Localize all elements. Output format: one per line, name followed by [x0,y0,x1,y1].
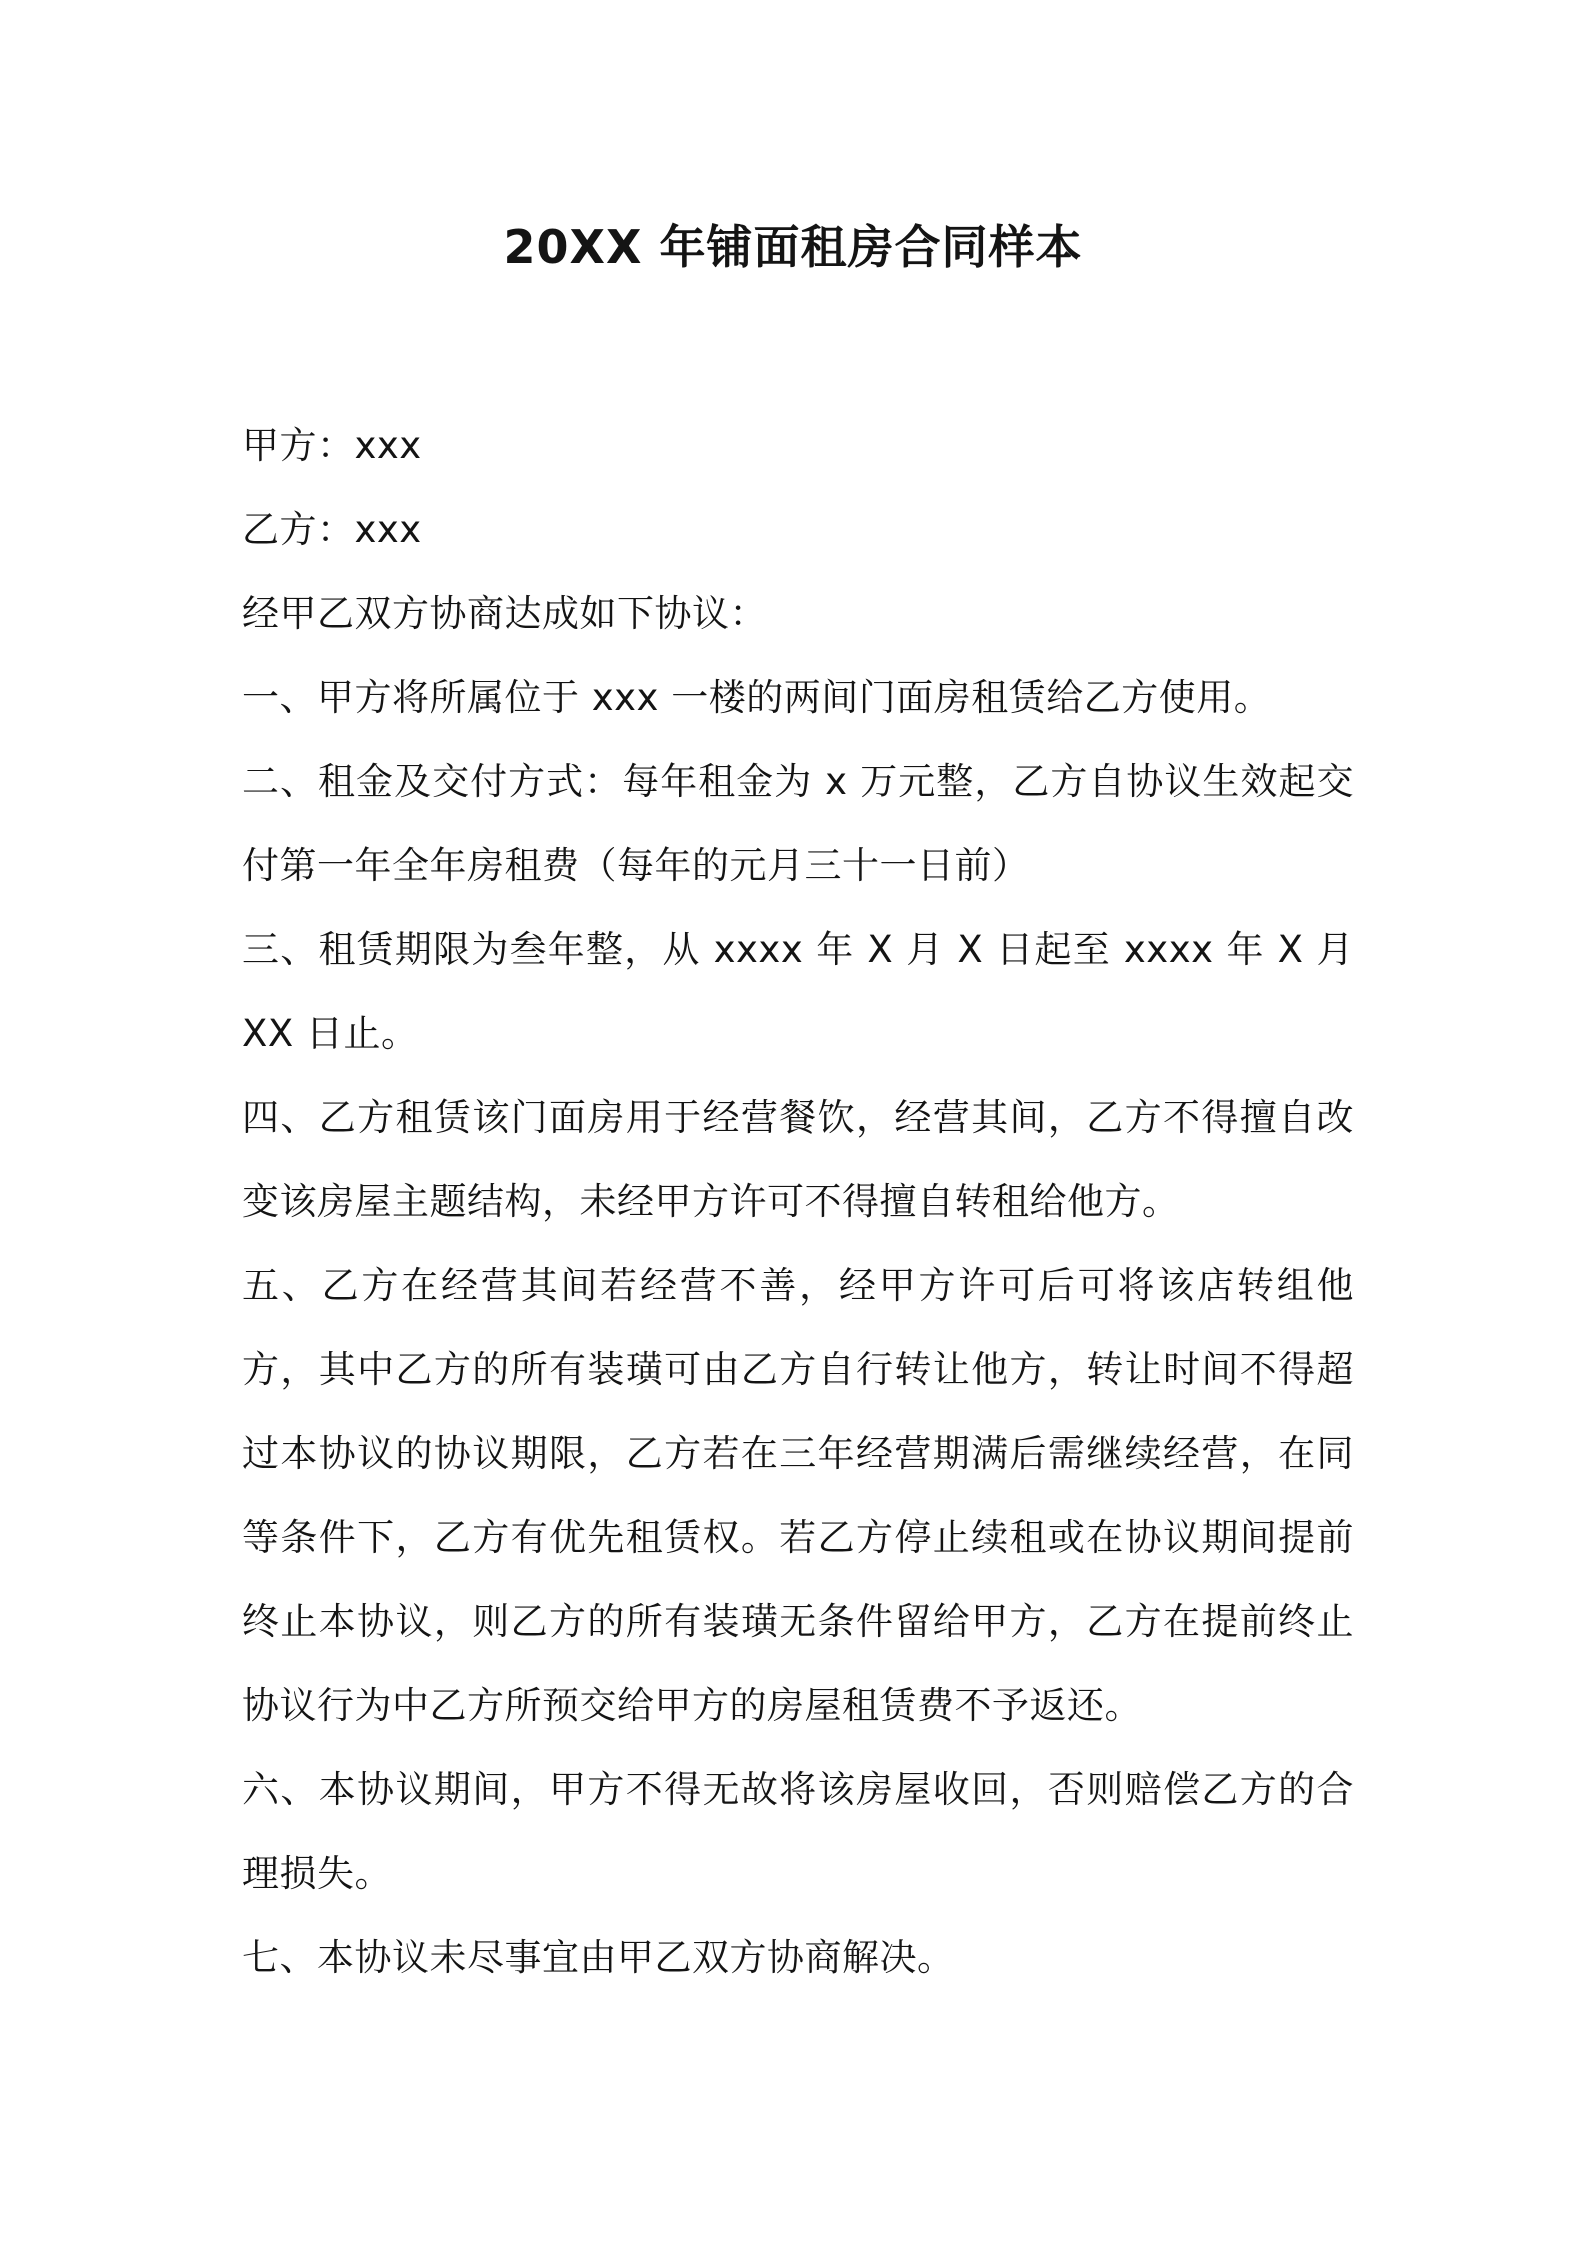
agreement-intro: 经甲乙双方协商达成如下协议： [242,592,767,635]
clause-6: 六、本协议期间，甲方不得无故将该房屋收回，否则赔偿乙方的合理损失。 [242,1768,1354,1895]
clause-5: 五、乙方在经营其间若经营不善，经甲方许可后可将该店转组他方，其中乙方的所有装璜可由乙方自行转让他方，转让时间不得超过本协议的协议期限，乙方若在三年经营期满后需继续经营，在同等条件下，乙方有优先租赁权。若乙方停止续租或在协议期间提前终止本协议，则乙方的所有装璜无条件留给甲方，乙方在提前终止协议行为中乙方所预交给甲方的房屋租赁费不予返还。 [242,1264,1354,1727]
party-a-line: 甲方：xxx [242,424,422,467]
clause-1: 一、甲方将所属位于 xxx 一楼的两间门面房租赁给乙方使用。 [242,676,1272,719]
document-body [242,404,1354,2000]
clause-2: 二、租金及交付方式：每年租金为 x 万元整，乙方自协议生效起交付第一年全年房租费（每年的元月三十一日前） [242,760,1354,887]
document-title: 20XX 年铺面租房合同样本 [503,220,1083,274]
clause-3: 三、租赁期限为叁年整，从 xxxx 年 X 月 X 日起至 xxxx 年 X 月 XX 日止。 [242,928,1354,1055]
party-b-line: 乙方：xxx [242,508,422,551]
clause-7: 七、本协议未尽事宜由甲乙双方协商解决。 [242,1936,955,1979]
clause-4: 四、乙方租赁该门面房用于经营餐饮，经营其间，乙方不得擅自改变该房屋主题结构，未经甲方许可不得擅自转租给他方。 [242,1096,1354,1223]
